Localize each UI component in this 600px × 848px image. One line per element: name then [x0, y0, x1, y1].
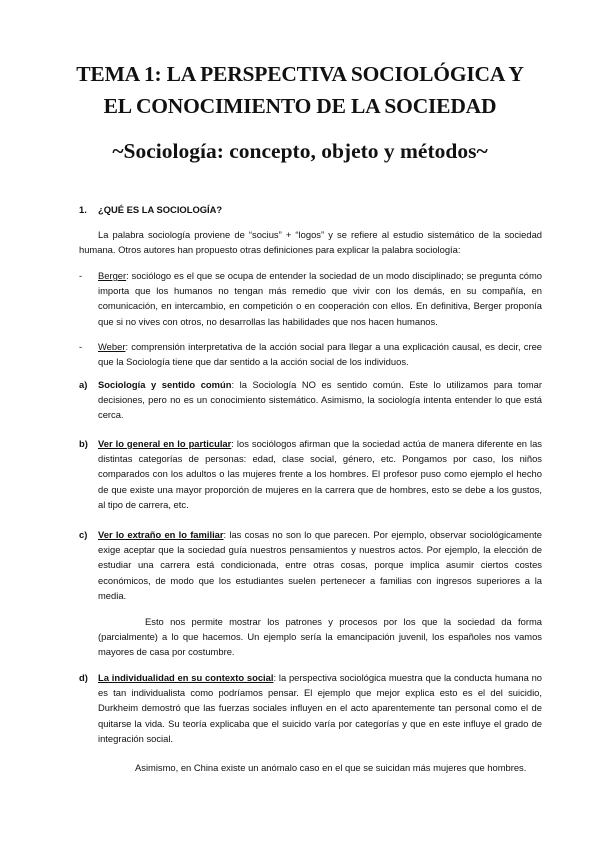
bullet-author-name: Weber	[98, 341, 126, 352]
item-a	[79, 377, 542, 423]
item-content	[98, 436, 542, 512]
item-b	[79, 436, 542, 512]
item-text: : las cosas no son lo que parecen. Por ejemplo, observar sociológicamente exige aceptar que la sociedad guía nuestros pensamientos y nuestros actos. Por ejemplo, la elección de estudiar una carrera está condicionada, entre otras cosas, porque implica asumir ciertos costes económicos, de modo que los estudiantes suelen pertenecer a familias con ingresos superiores a la media.	[98, 529, 542, 601]
item-content	[98, 377, 542, 423]
item-heading: Ver lo extraño en lo familiar	[98, 529, 224, 540]
item-heading: Sociología y sentido común	[98, 379, 232, 390]
item-content	[98, 527, 542, 603]
bullet-text: : sociólogo es el que se ocupa de entender la sociedad de un modo disciplinado; se pregunta cómo importa que los humanos no tengan más remedio que vivir con los demás, en su compañía, en comunicación, en intercambio, en competición o en cooperación con ellos. En definitiva, Berger proponía que si no vives con otros, no desarrollas las habilidades que nos hacen humanos.	[98, 270, 542, 327]
item-label: d)	[79, 672, 88, 683]
item-label: a)	[79, 379, 88, 390]
item-text: : la Sociología NO es sentido común. Este lo utilizamos para tomar decisiones, pero no es un conocimiento sistemático. Asimismo, la sociología intenta entender lo que está cerca.	[98, 379, 543, 421]
bullet-content	[98, 339, 542, 369]
bullet-author-name: Berger	[98, 270, 127, 281]
item-d-followup: Asimismo, en China existe un anómalo caso en el que se suicidan más mujeres que hombres.	[135, 762, 527, 773]
item-content	[98, 670, 542, 746]
item-heading: La individualidad en su contexto social	[98, 672, 274, 683]
bullet-text: : comprensión interpretativa de la acción social para llegar a una explicación causal, es decir, cree que la Sociología tiene que dar sentido a la acción social de los individuos.	[98, 341, 542, 368]
item-label: c)	[79, 529, 88, 540]
section-number: 1.	[79, 204, 87, 215]
item-text: : la perspectiva sociológica muestra que la conducta humana no es tan individualista como podríamos pensar. El ejemplo que mejor explica esto es el del suicidio, Durkheim demostró que las fuerzas sociales influyen en el acto aparentemente tan personal como el de quitarse la vida. Su teoría explicaba que el suicido varía por categorías y que en este influye el grado de integración social.	[98, 672, 543, 744]
item-heading: Ver lo general en lo particular	[98, 438, 232, 449]
page-title	[40, 58, 560, 122]
bullet-content	[98, 268, 542, 329]
item-text: : los sociólogos afirman que la sociedad actúa de manera diferente en las distintas categorías de personas: edad, clase social, género, etc. Pongamos por caso, los niños comparados con los adultos o las mujeres frente a los hombres. El profesor puso como ejemplo el hecho de que existe una mayor proporción de mujeres en la carrera que de hombres, esto se debe a los gustos, al tipo de carrera, etc.	[98, 438, 542, 510]
item-label: b)	[79, 438, 88, 449]
title-line-1: TEMA 1: LA PERSPECTIVA SOCIOLÓGICA Y	[76, 62, 524, 86]
item-c	[79, 527, 542, 603]
bullet-mark: -	[79, 270, 83, 281]
bullet-berger	[79, 268, 542, 329]
item-d	[79, 670, 542, 746]
page-subtitle: ~Sociología: concepto, objeto y métodos~	[112, 139, 488, 163]
item-c-followup: Esto nos permite mostrar los patrones y procesos por los que la sociedad da forma (parcialmente) a lo que hacemos. Un ejemplo sería la emancipación juvenil, los españoles nos vamos mayores de casa por costumbre.	[98, 616, 542, 658]
bullet-mark: -	[79, 341, 83, 352]
intro-paragraph: La palabra sociología proviene de “socius” + “logos” y se refiere al estudio sistemático de la sociedad humana. Otros autores han propuesto otras definiciones para explicar la palabra sociología:	[79, 229, 542, 256]
bullet-weber	[79, 339, 542, 369]
title-line-2: EL CONOCIMIENTO DE LA SOCIEDAD	[103, 94, 497, 118]
section-heading-text: ¿QUÉ ES LA SOCIOLOGÍA?	[98, 204, 223, 215]
section-heading	[79, 204, 222, 215]
